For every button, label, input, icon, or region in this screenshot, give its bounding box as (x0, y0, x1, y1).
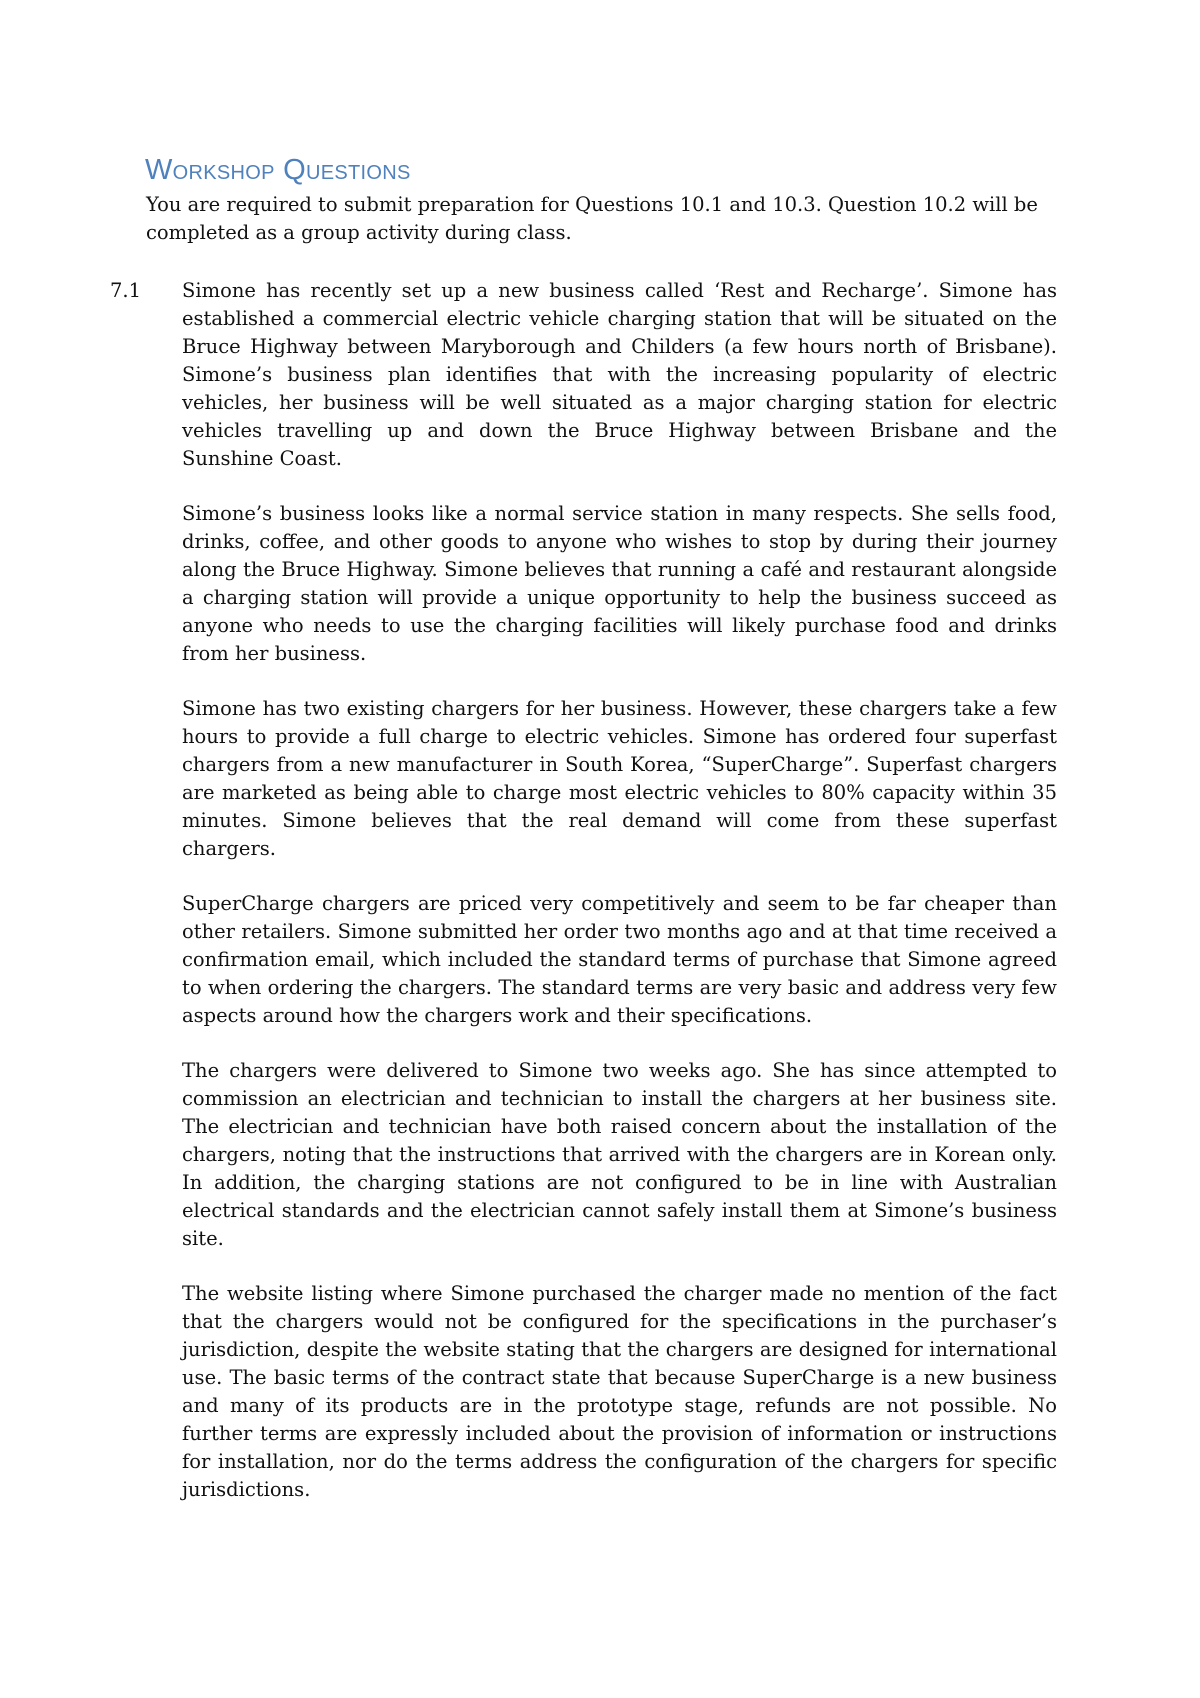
question-body (182, 277, 1057, 1531)
intro-text: You are required to submit preparation for Questions 10.1 and 10.3. Question 10.2 will be completed as a group activity during class. (146, 193, 1038, 244)
question-paragraph-6: The website listing where Simone purchased the charger made no mention of the fact that the chargers would not be configured for the specifications in the purchaser’s jurisdiction, despite the website stating that the chargers are designed for international use. The basic terms of the contract state that because SuperCharge is a new business and many of its products are in the prototype stage, refunds are not possible. No further terms are expressly included about the provision of information or instructions for installation, nor do the terms address the configuration of the chargers for specific jurisdictions. (182, 1282, 1057, 1501)
question-paragraph-1: Simone has recently set up a new business called ‘Rest and Recharge’. Simone has established a commercial electric vehicle charging station that will be situated on the Bruce Highway between Maryborough and Childers (a few hours north of Brisbane). Simone’s business plan identifies that with the increasing popularity of electric vehicles, her business will be well situated as a major charging station for electric vehicles travelling up and down the Bruce Highway between Brisbane and the Sunshine Coast. (182, 279, 1057, 470)
question-paragraph-4: SuperCharge chargers are priced very competitively and seem to be far cheaper than other retailers. Simone submitted her order two months ago and at that time received a confirmation email, which included the standard terms of purchase that Simone agreed to when ordering the chargers. The standard terms are very basic and address very few aspects around how the chargers work and their specifications. (182, 892, 1057, 1027)
question-paragraph-2: Simone’s business looks like a normal service station in many respects. She sells food, drinks, coffee, and other goods to anyone who wishes to stop by during their journey along the Bruce Highway. Simone believes that running a café and restaurant alongside a charging station will provide a unique opportunity to help the business succeed as anyone who needs to use the charging facilities will likely purchase food and drinks from her business. (182, 502, 1057, 665)
question-number: 7.1 (110, 279, 142, 302)
section-heading: Workshop Questions (145, 154, 411, 186)
question-paragraph-3: Simone has two existing chargers for her business. However, these chargers take a few hours to provide a full charge to electric vehicles. Simone has ordered four superfast chargers from a new manufacturer in South Korea, “SuperCharge”. Superfast chargers are marketed as being able to charge most electric vehicles to 80% capacity within 35 minutes. Simone believes that the real demand will come from these superfast chargers. (182, 697, 1057, 860)
question-paragraph-5: The chargers were delivered to Simone two weeks ago. She has since attempted to commission an electrician and technician to install the chargers at her business site. The electrician and technician have both raised concern about the installation of the chargers, noting that the instructions that arrived with the chargers are in Korean only. In addition, the charging stations are not configured to be in line with Australian electrical standards and the electrician cannot safely install them at Simone’s business site. (182, 1059, 1057, 1250)
